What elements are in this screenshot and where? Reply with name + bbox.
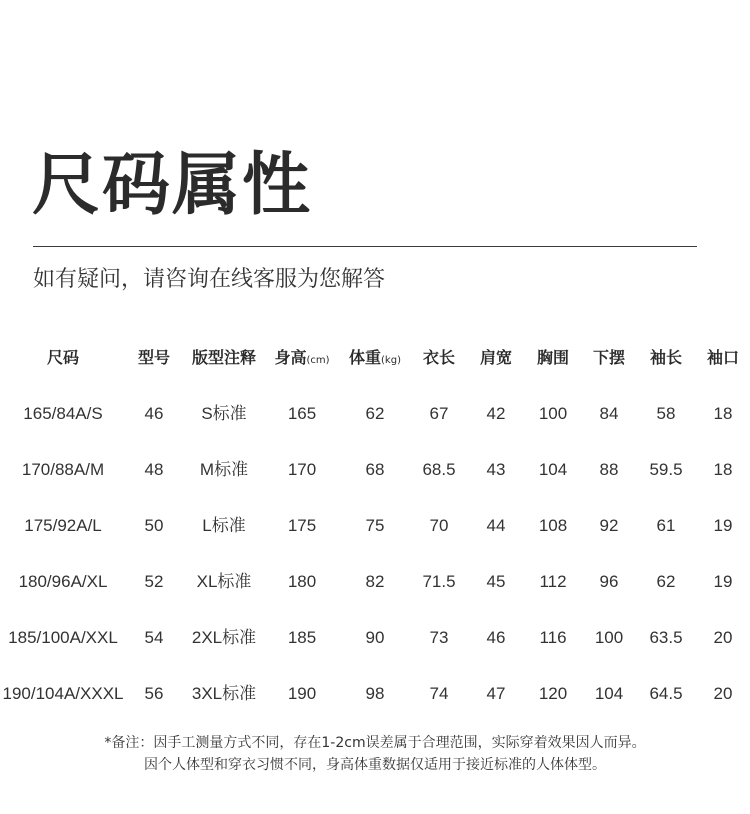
header-length: 衣长 [422, 348, 456, 367]
cell-shoulder: 43 [486, 460, 506, 479]
cell-model: 52 [144, 572, 164, 591]
cell-chest: 112 [539, 572, 567, 591]
cell-model: 50 [144, 516, 164, 535]
table-row [0, 386, 750, 442]
cell-size: 165/84A/S [23, 404, 103, 423]
cell-height: 165 [287, 404, 317, 423]
remark-line-1: *备注：因手工测量方式不同，存在1-2cm误差属于合理范围，实际穿着效果因人而异。 [104, 735, 646, 751]
cell-cuff: 20 [713, 628, 733, 647]
cell-model: 48 [144, 460, 164, 479]
table-row [0, 442, 750, 498]
table-row [0, 666, 750, 722]
cell-height: 175 [287, 516, 317, 535]
title-divider [33, 246, 697, 247]
cell-hem: 96 [599, 572, 619, 591]
cell-chest: 108 [538, 516, 568, 535]
cell-shoulder: 45 [486, 572, 506, 591]
cell-sleeve-length: 58 [656, 404, 676, 423]
cell-weight: 98 [365, 684, 385, 703]
cell-length: 70 [429, 516, 449, 535]
header-hem: 下摆 [592, 348, 626, 367]
table-row [0, 610, 750, 666]
table-row [0, 498, 750, 554]
cell-shoulder: 47 [486, 684, 506, 703]
cell-chest: 100 [538, 404, 568, 423]
cell-chest: 104 [538, 460, 568, 479]
cell-size: 170/88A/M [21, 460, 105, 479]
cell-hem: 104 [594, 684, 624, 703]
cell-length: 68.5 [422, 460, 456, 479]
cell-length: 74 [429, 684, 449, 703]
header-shoulder: 肩宽 [479, 348, 513, 367]
table-header-row [0, 330, 750, 386]
cell-length: 67 [429, 404, 449, 423]
cell-hem: 88 [599, 460, 619, 479]
cell-model: 54 [144, 628, 164, 647]
header-weight: 体重(kg) [349, 348, 401, 367]
cell-sleeve-length: 63.5 [649, 628, 683, 647]
cell-fit-note: S标准 [201, 404, 247, 423]
cell-size: 180/96A/XL [18, 572, 108, 591]
cell-fit-note: 3XL标准 [191, 684, 257, 703]
cell-length: 73 [429, 628, 449, 647]
header-height: 身高(cm) [274, 348, 330, 367]
header-cuff: 袖口 [706, 348, 740, 367]
cell-height: 180 [287, 572, 317, 591]
header-size: 尺码 [46, 348, 80, 367]
cell-model: 56 [144, 684, 164, 703]
cell-sleeve-length: 64.5 [649, 684, 683, 703]
cell-fit-note: 2XL标准 [191, 628, 257, 647]
cell-length: 71.5 [422, 572, 456, 591]
cell-hem: 92 [599, 516, 619, 535]
cell-weight: 75 [365, 516, 385, 535]
cell-cuff: 18 [713, 460, 733, 479]
cell-shoulder: 42 [486, 404, 506, 423]
header-chest: 胸围 [536, 348, 570, 367]
size-table [0, 330, 750, 722]
cell-size: 185/100A/XXL [8, 628, 118, 647]
cell-shoulder: 44 [486, 516, 506, 535]
cell-hem: 100 [594, 628, 624, 647]
cell-cuff: 18 [713, 404, 733, 423]
cell-size: 175/92A/L [24, 516, 102, 535]
header-sleeve-length: 袖长 [649, 348, 683, 367]
cell-sleeve-length: 62 [656, 572, 676, 591]
cell-sleeve-length: 59.5 [649, 460, 683, 479]
cell-cuff: 19 [713, 516, 733, 535]
cell-chest: 116 [539, 628, 567, 647]
cell-model: 46 [144, 404, 164, 423]
cell-shoulder: 46 [486, 628, 506, 647]
cell-size: 190/104A/XXXL [2, 684, 124, 703]
cell-height: 185 [287, 628, 317, 647]
table-row [0, 554, 750, 610]
cell-weight: 82 [365, 572, 385, 591]
cell-height: 170 [287, 460, 317, 479]
page-title: 尺码属性 [32, 146, 313, 225]
cell-height: 190 [287, 684, 317, 703]
cell-weight: 68 [365, 460, 385, 479]
header-model: 型号 [137, 348, 171, 367]
header-fit-note: 版型注释 [191, 348, 257, 367]
cell-chest: 120 [538, 684, 568, 703]
cell-cuff: 19 [713, 572, 733, 591]
cell-sleeve-length: 61 [656, 516, 676, 535]
cell-hem: 84 [599, 404, 619, 423]
cell-fit-note: M标准 [199, 460, 249, 479]
cell-fit-note: L标准 [202, 516, 246, 535]
subtitle: 如有疑问，请咨询在线客服为您解答 [33, 267, 386, 292]
cell-cuff: 20 [713, 684, 733, 703]
cell-weight: 62 [365, 404, 385, 423]
cell-weight: 90 [365, 628, 385, 647]
remark-line-2: 因个人体型和穿衣习惯不同，身高体重数据仅适用于接近标准的人体体型。 [144, 757, 606, 773]
cell-fit-note: XL标准 [196, 572, 252, 591]
